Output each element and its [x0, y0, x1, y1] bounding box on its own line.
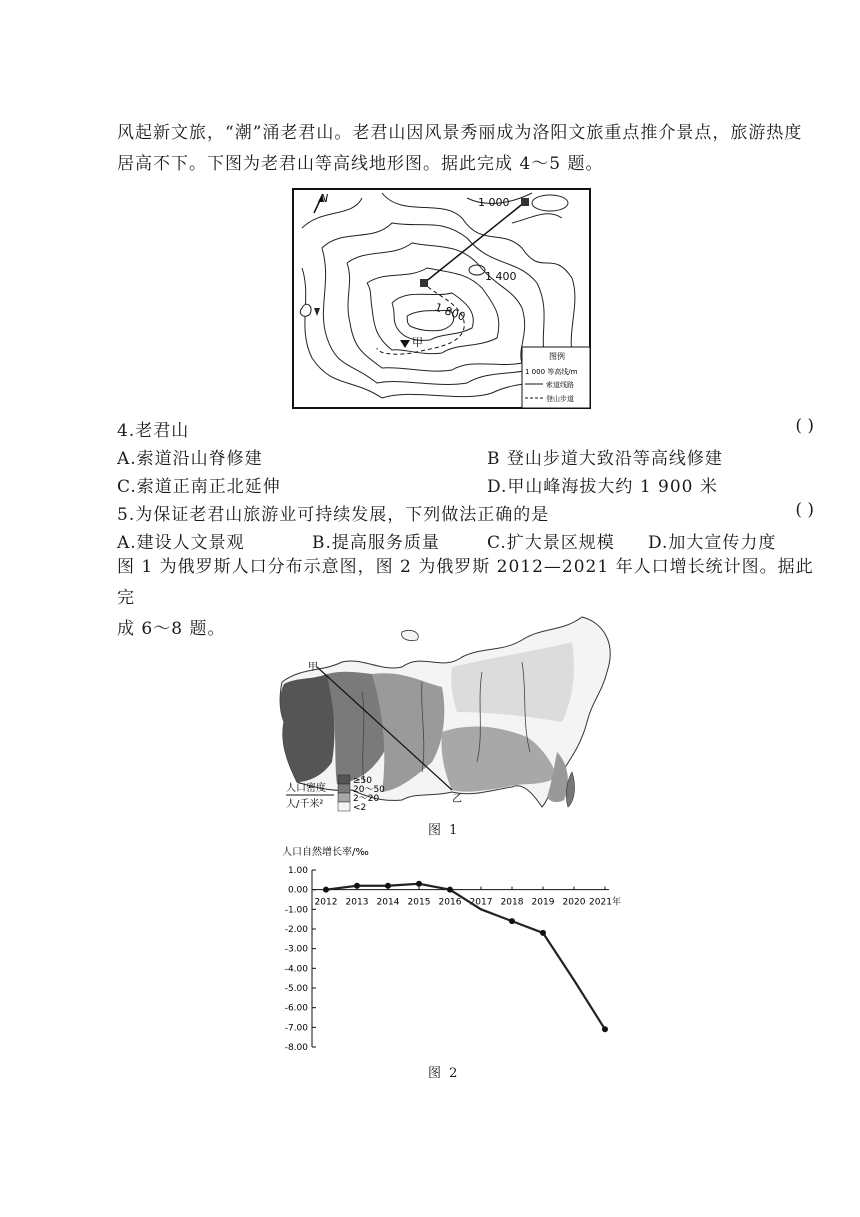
- chart-y-axis-title: 人口自然增长率/‰: [282, 847, 369, 858]
- x-tick-label: 2021年: [589, 897, 621, 908]
- contour-label-1800: 1 800: [432, 300, 468, 324]
- contour-legend-item-1: 1 000 等高线/m: [525, 368, 578, 376]
- legend-swatch-2: [338, 784, 350, 793]
- map-legend-title-1: 人口密度: [286, 783, 326, 794]
- q4-option-c: C.索道正南正北延伸: [117, 477, 281, 497]
- q4-option-d: D.甲山峰海拔大约 1 900 米: [487, 477, 718, 497]
- contour-label-1000: 1 000: [478, 196, 510, 209]
- q4-option-a: A.索道沿山脊修建: [117, 449, 263, 469]
- x-tick-label: 2019: [531, 897, 555, 908]
- legend-item-3: 2～20: [353, 794, 380, 804]
- x-tick-label: 2014: [376, 897, 400, 908]
- q5-stem: 5.为保证老君山旅游业可持续发展，下列做法正确的是: [117, 505, 550, 525]
- legend-item-4: <2: [353, 803, 367, 813]
- contour-label-1400: 1 400: [485, 270, 517, 283]
- x-tick-label: 2016: [438, 897, 462, 908]
- x-tick-label: 2012: [314, 897, 338, 908]
- cableway-station-top: [521, 198, 529, 206]
- intro-paragraph-1: [117, 118, 817, 180]
- y-tick-label: -3.00: [284, 944, 308, 955]
- island-north: [402, 630, 419, 640]
- q5-option-d: D.加大宣传力度: [648, 533, 777, 553]
- data-point: [540, 930, 546, 936]
- peak-jia-label: 甲: [412, 336, 423, 349]
- russia-population-map: [272, 612, 622, 817]
- figure-2-caption: 图 2: [428, 1066, 460, 1081]
- data-point: [447, 887, 453, 893]
- intro-2-line-1: 图 1 为俄罗斯人口分布示意图，图 2 为俄罗斯 2012—2021 年人口增长统计图。据此完: [117, 557, 814, 608]
- q5-answer-paren: ( ): [795, 500, 814, 520]
- map-legend-title-2: 人/千米²: [286, 799, 324, 810]
- density-zone-high: [280, 674, 334, 782]
- data-point: [602, 1026, 608, 1032]
- figure-1-caption: 图 1: [428, 823, 460, 838]
- data-point: [354, 883, 360, 889]
- q5-option-c: C.扩大景区规模: [487, 533, 615, 553]
- data-point: [509, 918, 515, 924]
- chart-y-axis: [285, 866, 316, 1053]
- contour-map: [292, 188, 592, 410]
- intro-1-line-2: 居高不下。下图为老君山等高线地形图。据此完成 4～5 题。: [117, 154, 604, 174]
- chart-x-axis: [312, 887, 621, 908]
- x-tick-label: 2017: [469, 897, 493, 908]
- x-tick-label: 2013: [345, 897, 369, 908]
- y-tick-label: -7.00: [284, 1023, 308, 1034]
- contour-legend-title: 图例: [549, 352, 565, 361]
- q4-answer-paren: ( ): [795, 416, 814, 436]
- y-tick-label: -5.00: [284, 984, 308, 994]
- y-tick-label: -6.00: [284, 1003, 308, 1014]
- data-point: [323, 887, 329, 893]
- q5-option-b: B.提高服务质量: [312, 533, 440, 553]
- y-tick-label: -2.00: [284, 925, 308, 935]
- x-tick-label: 2020: [562, 897, 586, 908]
- y-tick-label: 0.00: [287, 885, 308, 896]
- cableway-station-bottom: [420, 279, 428, 287]
- north-label: N: [320, 192, 329, 205]
- y-tick-label: -1.00: [284, 905, 308, 916]
- data-point: [385, 883, 391, 889]
- label-yi: 乙: [452, 794, 462, 805]
- y-tick-label: -8.00: [284, 1043, 308, 1053]
- intro-1-line-1: 风起新文旅，“潮”涌老君山。老君山因风景秀丽成为洛阳文旅重点推介景点，旅游热度: [117, 123, 803, 143]
- legend-item-2: 20～50: [353, 785, 385, 795]
- q4-option-b: B 登山步道大致沿等高线修建: [487, 449, 723, 469]
- intro-2-line-2: 成 6～8 题。: [117, 619, 226, 639]
- label-jia: 甲: [308, 662, 318, 673]
- x-tick-label: 2015: [407, 897, 431, 908]
- data-point: [416, 881, 422, 887]
- y-tick-label: 1.00: [287, 866, 308, 876]
- legend-item-1: ≥50: [353, 776, 372, 786]
- legend-swatch-3: [338, 793, 350, 802]
- legend-swatch-1: [338, 775, 350, 784]
- growth-rate-chart: [270, 840, 625, 1060]
- x-tick-label: 2018: [500, 897, 524, 908]
- q5-option-a: A.建设人文景观: [117, 533, 245, 553]
- y-tick-label: -4.00: [284, 964, 308, 975]
- q4-stem: 4.老君山: [117, 421, 190, 441]
- legend-swatch-4: [338, 802, 350, 811]
- contour-legend-item-3: 登山步道: [546, 395, 574, 403]
- contour-legend-item-2: 索道线路: [546, 381, 574, 389]
